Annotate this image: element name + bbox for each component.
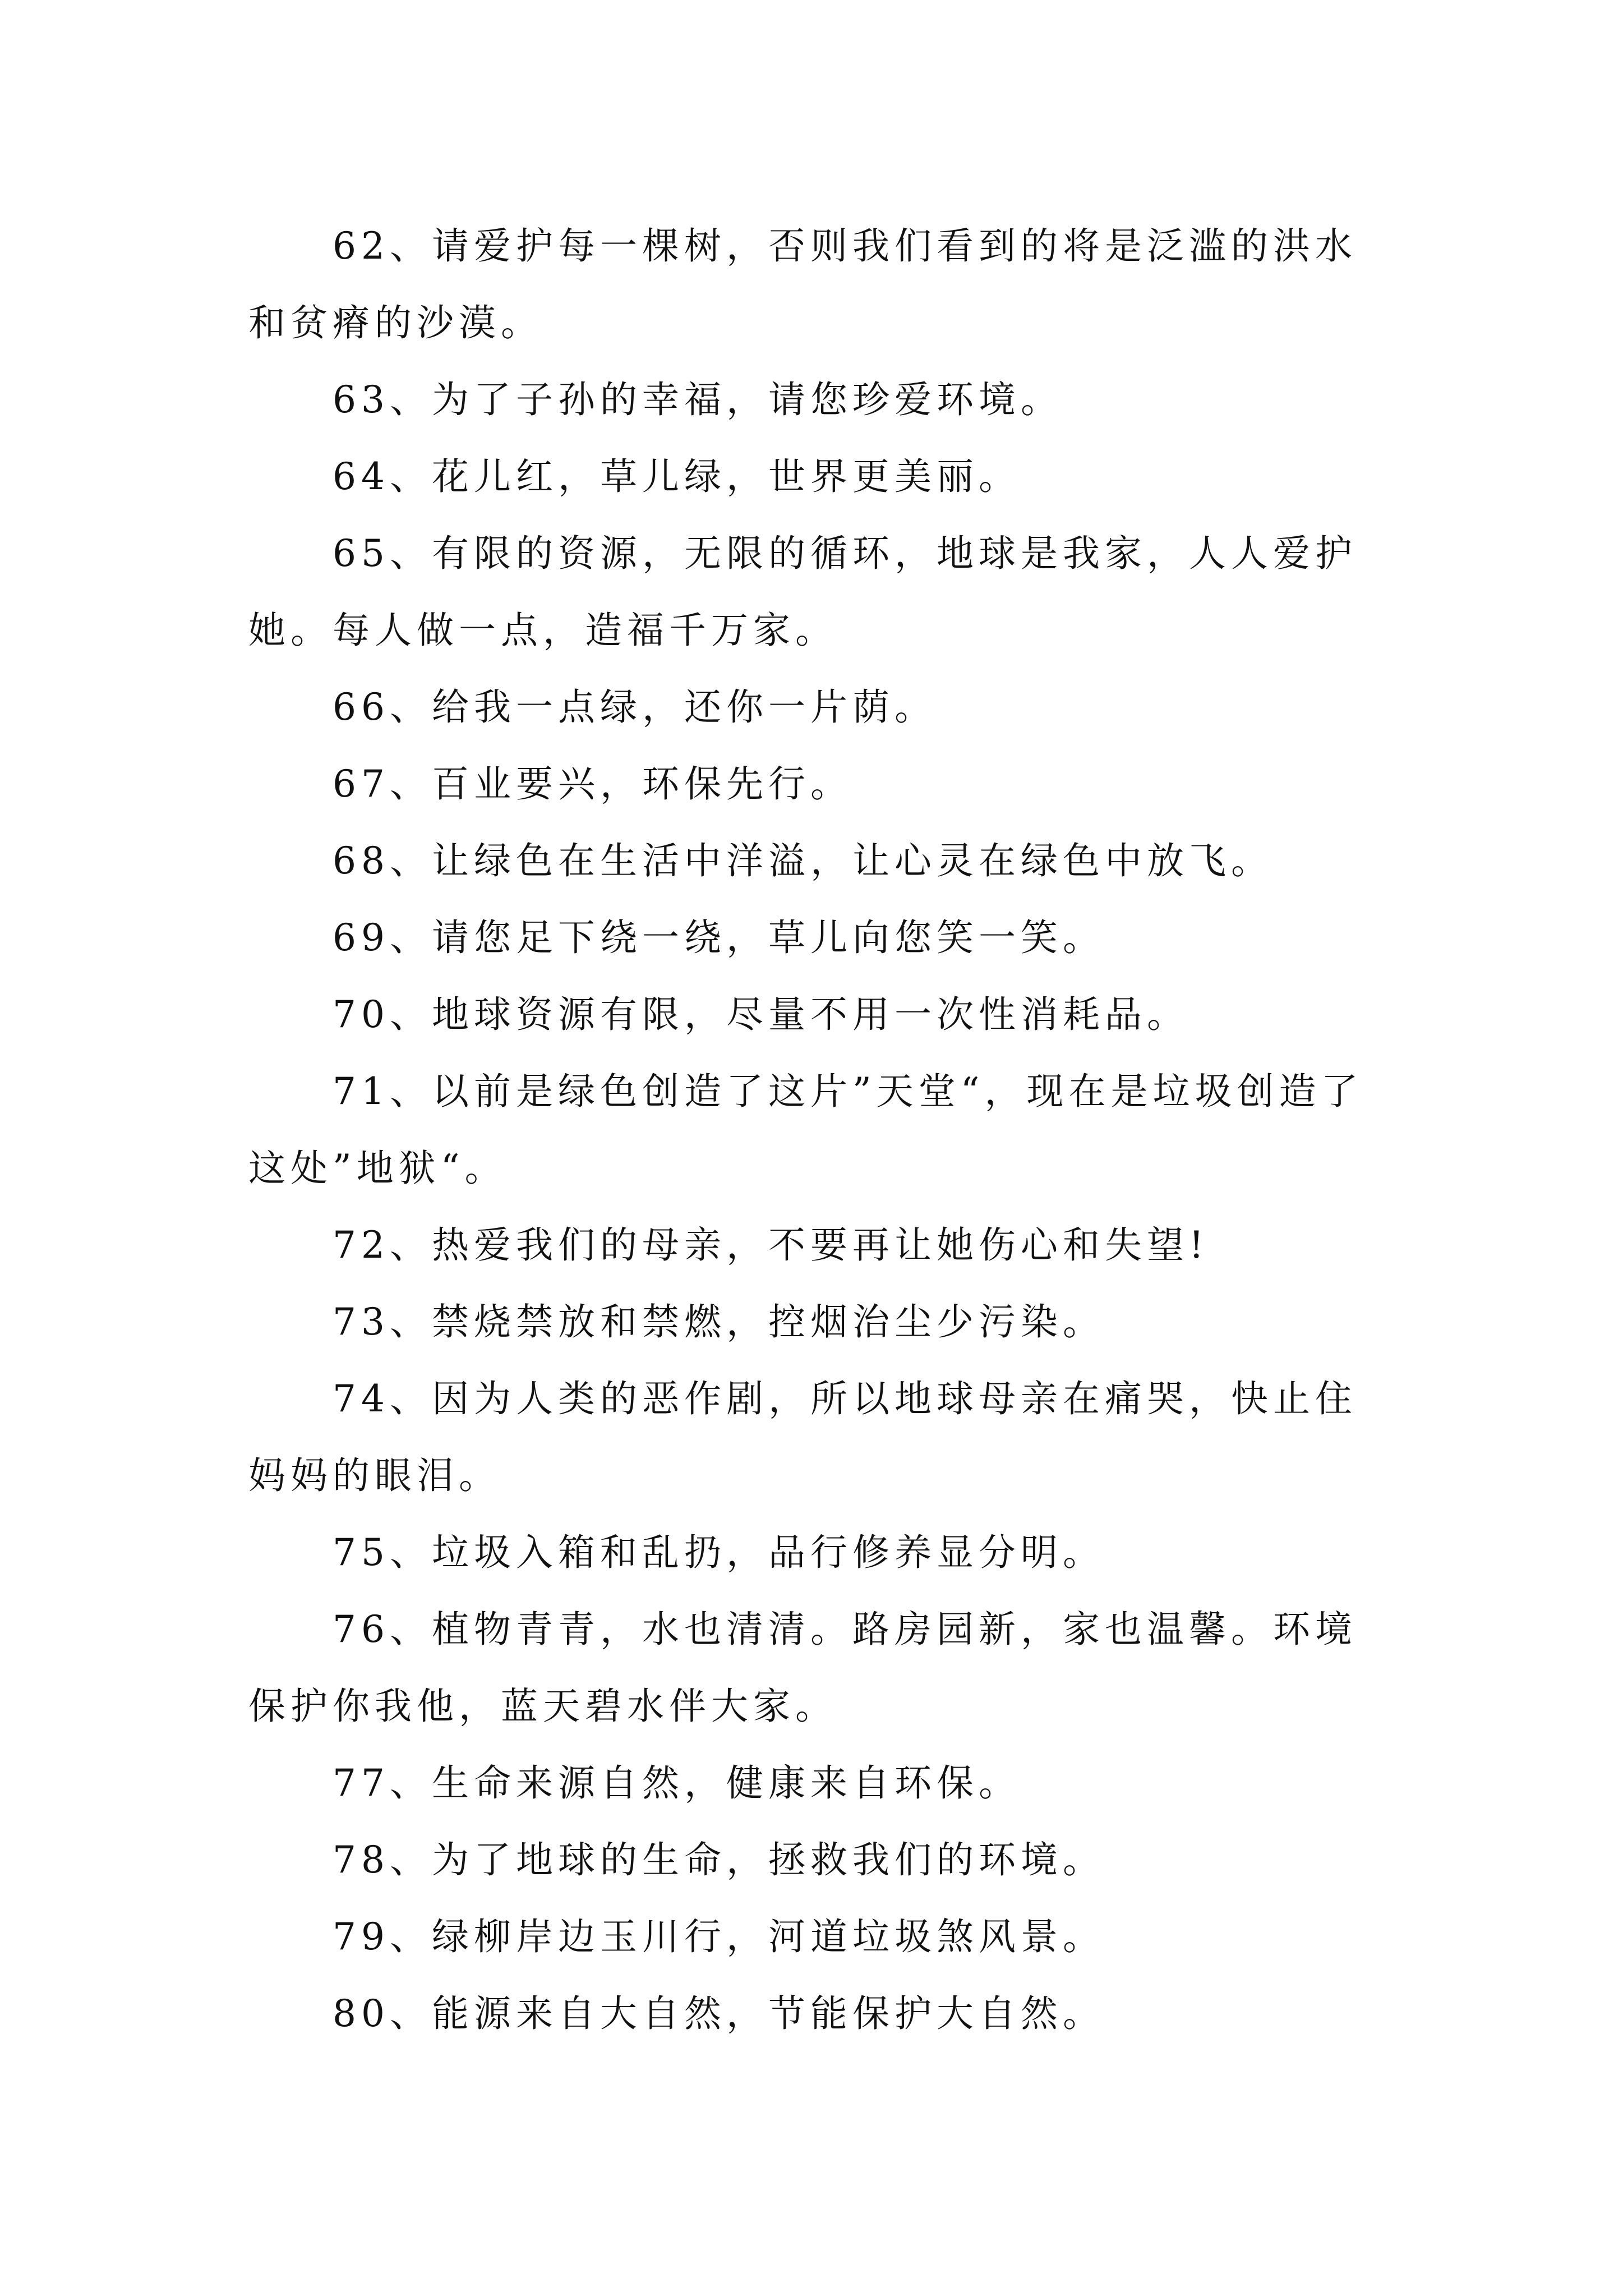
paragraph-65: 65、有限的资源，无限的循环，地球是我家，人人爱护她。每人做一点，造福千万家。: [248, 532, 1357, 652]
document-body: [248, 208, 1387, 2052]
paragraph-63: 63、为了子孙的幸福，请您珍爱环境。: [333, 378, 1063, 421]
paragraph-77: 77、生命来源自然，健康来自环保。: [333, 1761, 1021, 1805]
paragraph-74: 74、因为人类的恶作剧，所以地球母亲在痛哭，快止住妈妈的眼泪。: [248, 1377, 1357, 1497]
paragraph-78: 78、为了地球的生命，拯救我们的环境。: [333, 1838, 1105, 1881]
paragraph-75: 75、垃圾入箱和乱扔，品行修养显分明。: [333, 1531, 1105, 1574]
paragraph-72: 72、热爱我们的母亲，不要再让她伤心和失望!: [333, 1223, 1209, 1267]
paragraph-76: 76、植物青青，水也清清。路房园新，家也温馨。环境保护你我他，蓝天碧水伴大家。: [248, 1608, 1357, 1728]
paragraph-80: 80、能源来自大自然，节能保护大自然。: [333, 1992, 1105, 2035]
paragraph-67: 67、百业要兴，环保先行。: [333, 762, 852, 806]
paragraph-64: 64、花儿红，草儿绿，世界更美丽。: [333, 455, 1021, 498]
paragraph-68: 68、让绿色在生活中洋溢，让心灵在绿色中放飞。: [333, 839, 1273, 882]
paragraph-70: 70、地球资源有限，尽量不用一次性消耗品。: [333, 993, 1189, 1036]
paragraph-62: 62、请爱护每一棵树，否则我们看到的将是泛滥的洪水和贫瘠的沙漠。: [248, 224, 1357, 344]
paragraph-69: 69、请您足下绕一绕，草儿向您笑一笑。: [333, 916, 1105, 959]
paragraph-66: 66、给我一点绿，还你一片荫。: [333, 685, 937, 729]
paragraph-71: 71、以前是绿色创造了这片”天堂“，现在是垃圾创造了这处”地狱“。: [248, 1070, 1363, 1190]
paragraph-73: 73、禁烧禁放和禁燃，控烟治尘少污染。: [333, 1300, 1105, 1343]
paragraph-79: 79、绿柳岸边玉川行，河道垃圾煞风景。: [333, 1915, 1105, 1958]
